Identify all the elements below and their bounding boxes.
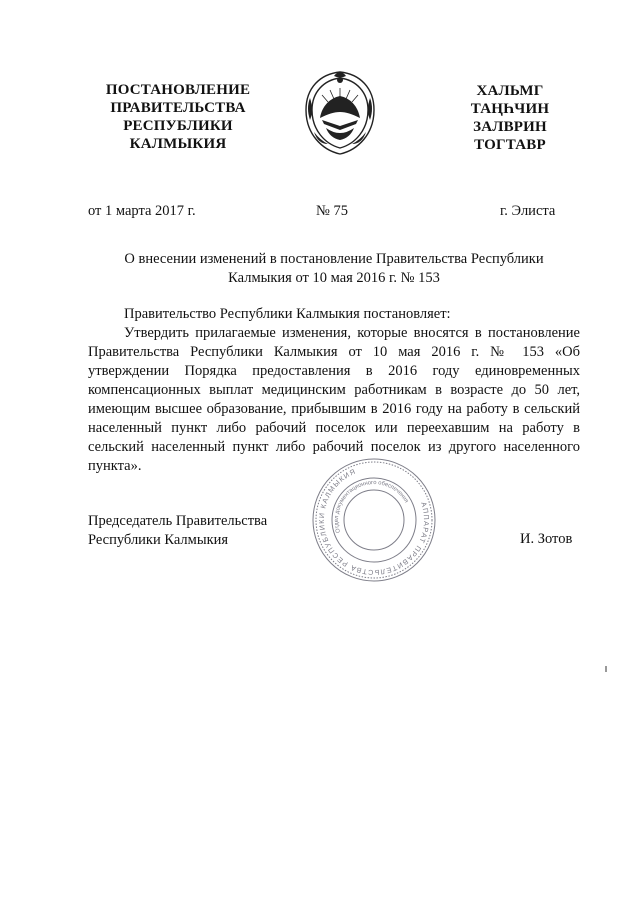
decree-statement: Правительство Республики Калмыкия постановляет: <box>124 306 451 322</box>
issuer-line: РЕСПУБЛИКИ <box>123 118 233 134</box>
paragraph-line: компенсационных выплат медицинским работникам в возрасте до 50 лет, <box>88 382 580 398</box>
document-number: № 75 <box>316 203 348 219</box>
paragraph-line: пункта». <box>88 458 142 474</box>
signer-position <box>88 512 267 550</box>
signer-position-line: Председатель Правительства <box>88 513 268 529</box>
paragraph-line: утверждении Порядка предоставления в 2016 году единовременных <box>88 363 580 379</box>
title-line: О внесении изменений в постановление Правительства Республики <box>124 251 544 267</box>
issuer-line: ТАҢҺЧИН <box>470 101 550 117</box>
document-body <box>88 305 580 476</box>
document-title <box>88 250 580 288</box>
signer-position-line: Республики Калмыкия <box>88 532 229 548</box>
stamp-outer-text: АППАРАТ ПРАВИТЕЛЬСТВА РЕСПУБЛИКИ КАЛМЫКИЯ <box>316 466 432 578</box>
paragraph-line: сельский населенный пункт либо рабочий поселок из другого населенного <box>88 439 580 455</box>
title-line: Калмыкия от 10 мая 2016 г. № 153 <box>228 270 440 286</box>
paragraph-line: Утвердить прилагаемые изменения, которые вносятся в постановление <box>124 325 580 341</box>
issuer-name-russian <box>88 81 268 153</box>
paragraph-line: Правительства Республики Калмыкия от 10 мая 2016 г. № 153 «Об <box>88 344 580 360</box>
document-city: г. Элиста <box>500 203 556 219</box>
coat-of-arms-icon <box>300 68 380 156</box>
issuer-line: КАЛМЫКИЯ <box>129 136 227 152</box>
signer-name: И. Зотов <box>520 531 573 547</box>
stamp-inner-text: Отдел документационного обеспечения <box>333 479 410 534</box>
svg-text:АППАРАТ ПРАВИТЕЛЬСТВА РЕСПУБЛИ <box>310 456 438 584</box>
paragraph-line: населенный пункт либо рабочий поселок или переехавшим на работу в <box>88 420 580 436</box>
issuer-name-kalmyk <box>446 82 574 154</box>
document-date: от 1 марта 2017 г. <box>88 203 196 219</box>
paragraph-line: имеющим высшее образование, прибывшим в 2016 году на работу в сельский <box>88 401 580 417</box>
issuer-line: ЗАЛВРИН <box>473 119 547 135</box>
issuer-line: ХАЛЬМГ <box>476 83 544 99</box>
issuer-line: ПОСТАНОВЛЕНИЕ <box>105 82 251 98</box>
issuer-line: ПРАВИТЕЛЬСТВА <box>110 100 246 116</box>
issuer-line: ТОГТАВР <box>474 137 546 153</box>
official-stamp <box>310 456 438 584</box>
margin-mark <box>605 666 607 672</box>
